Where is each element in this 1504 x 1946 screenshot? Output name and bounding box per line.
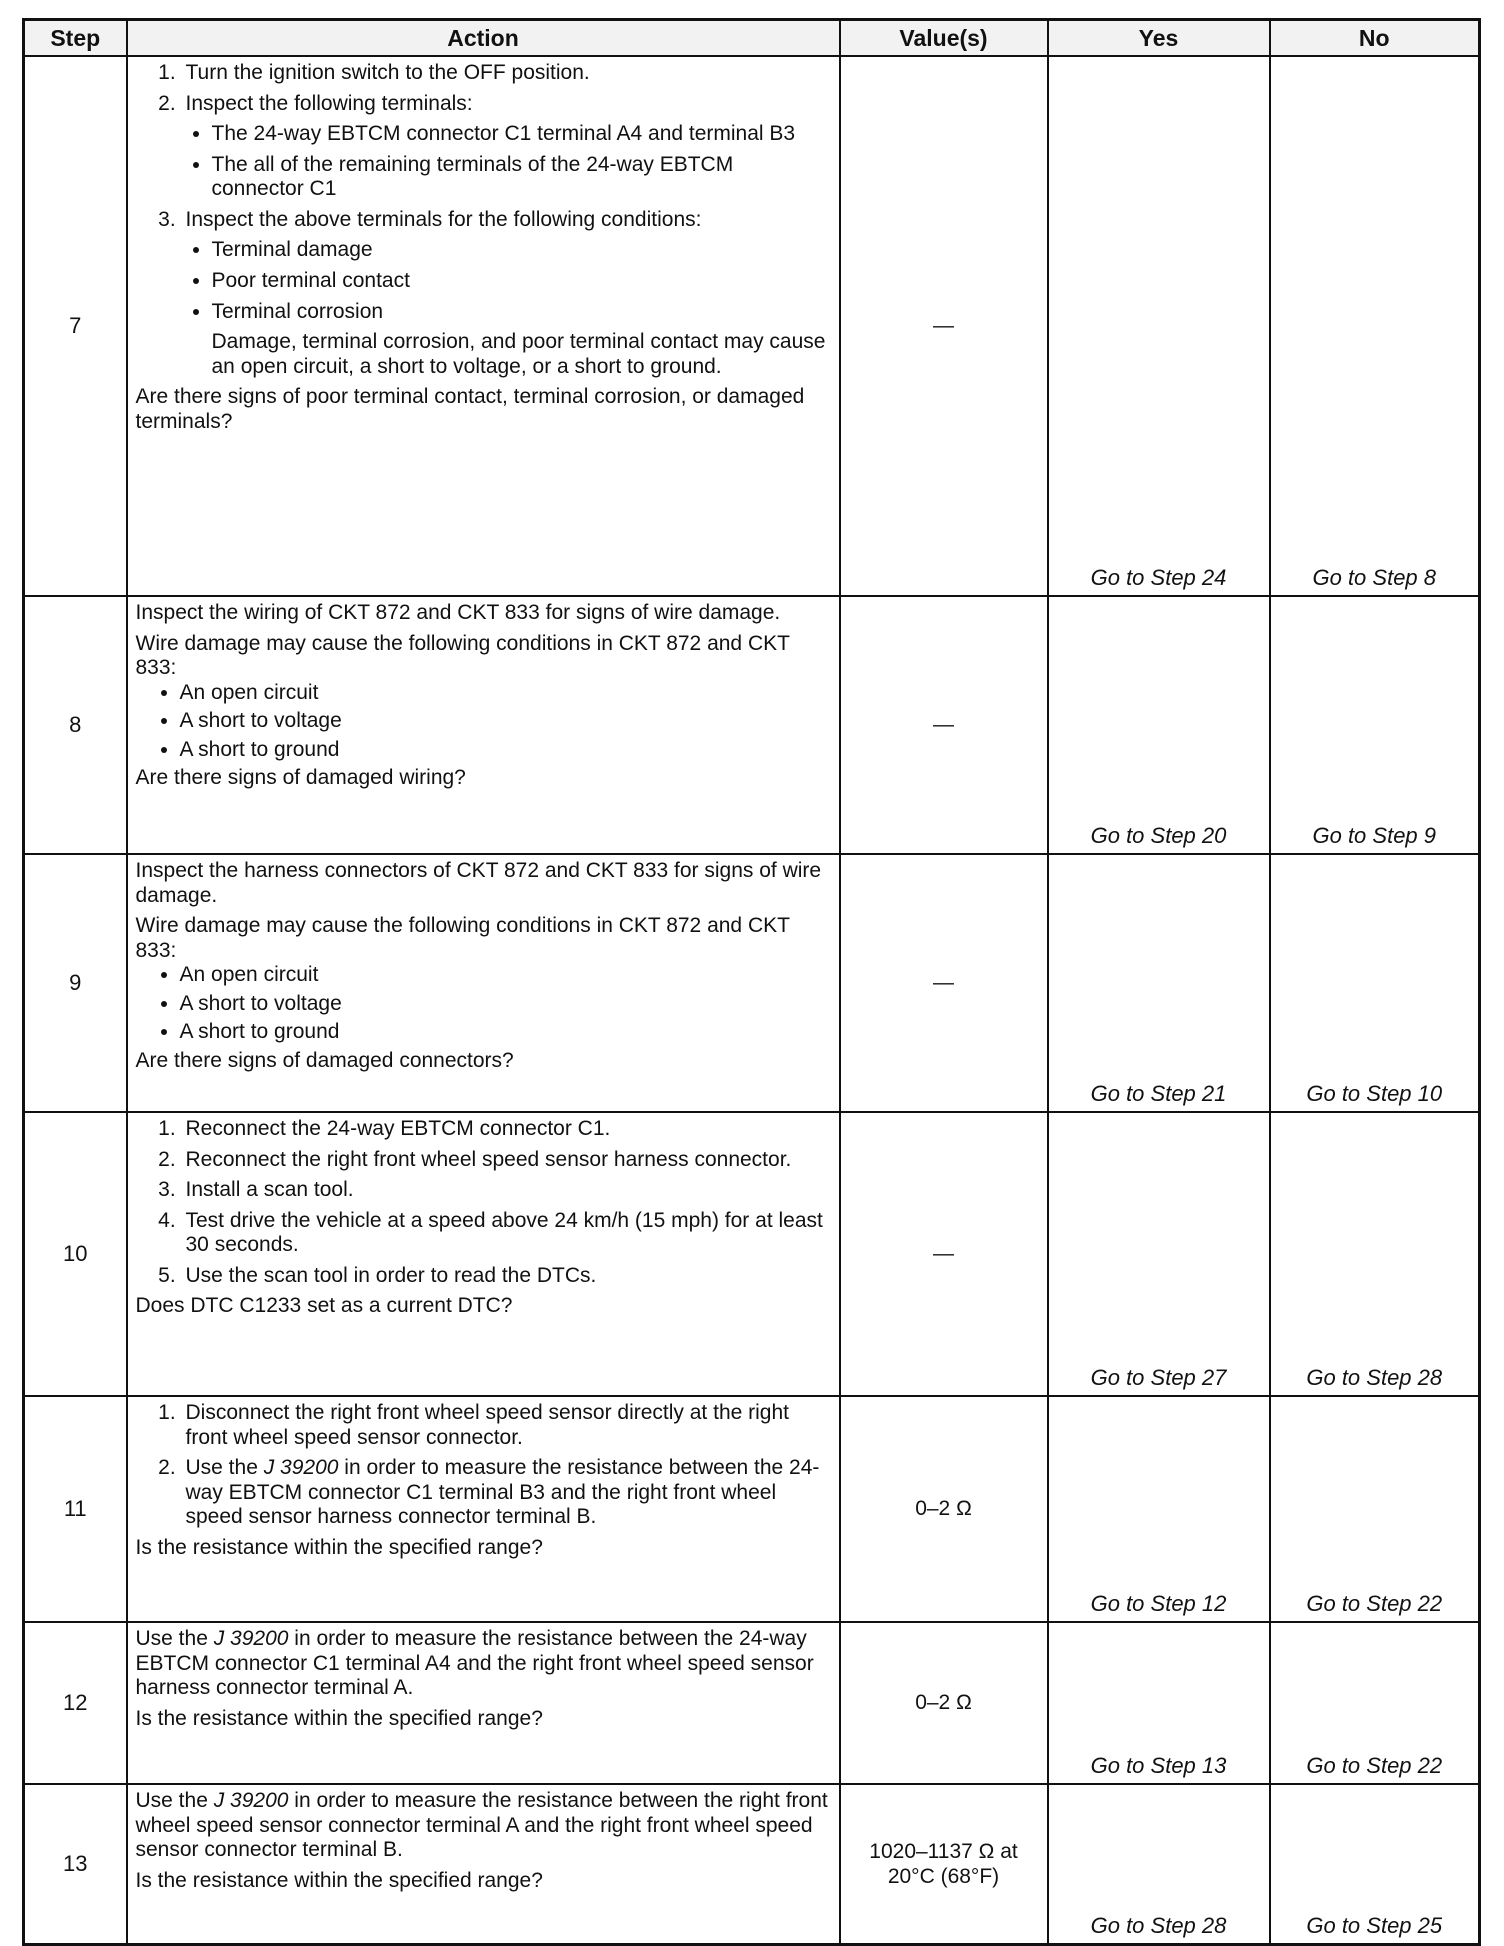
tool-name: J 39200 [213, 1627, 289, 1650]
step-number: 12 [24, 1622, 127, 1784]
action-text: Use the [135, 1789, 214, 1812]
step-number: 9 [24, 854, 127, 1112]
action-item [182, 92, 831, 202]
action-cell [127, 854, 840, 1112]
bullet-item: • The 24-way EBTCM connector C1 terminal A4 and terminal B3 [212, 122, 831, 147]
action-item: 4. Test drive the vehicle at a speed above 24 km/h (15 mph) for at least 30 seconds. [182, 1209, 831, 1258]
yes-link[interactable]: Go to Step 20 [1048, 596, 1270, 854]
bullet-item: • Terminal damage [212, 238, 831, 263]
action-item [182, 208, 831, 379]
action-text: Use the [185, 1456, 264, 1480]
action-cause: Wire damage may cause the following conditions in CKT 872 and CKT 833: [135, 631, 790, 680]
action-intro: Inspect the harness connectors of CKT 872 and CKT 833 for signs of wire damage. [135, 859, 822, 907]
action-cell [127, 596, 840, 854]
step-number: 7 [24, 56, 127, 596]
no-link[interactable]: Go to Step 9 [1270, 596, 1480, 854]
action-item: 1. Reconnect the 24-way EBTCM connector C1. [182, 1117, 831, 1142]
action-text: in order to measure the resistance between the 24-way EBTCM connector C1 terminal A4 and the right front wheel speed sensor harness connector terminal A. [135, 1627, 814, 1700]
header-row [24, 20, 1480, 57]
no-link[interactable]: Go to Step 8 [1270, 56, 1480, 596]
bullet-list [186, 122, 831, 202]
action-cause: Wire damage may cause the following conditions in CKT 872 and CKT 833: [135, 914, 790, 962]
table-row [24, 1784, 1480, 1944]
step-number: 11 [24, 1396, 127, 1622]
bullet-item: • An open circuit [180, 963, 831, 988]
bullet-list [136, 963, 831, 1045]
action-cell [127, 56, 840, 596]
bullet-item: • Poor terminal contact [212, 269, 831, 294]
action-cell [127, 1396, 840, 1622]
step-number: 10 [24, 1112, 127, 1396]
action-item: 3. Install a scan tool. [182, 1178, 831, 1203]
action-question: Is the resistance within the specified range? [135, 1535, 543, 1559]
yes-link[interactable]: Go to Step 24 [1048, 56, 1270, 596]
action-text: in order to measure the resistance between the 24-way EBTCM connector C1 terminal B3 and the right front wheel speed sensor harness connector terminal B. [185, 1456, 820, 1529]
action-question: Are there signs of poor terminal contact, terminal corrosion, or damaged terminals? [135, 385, 805, 433]
value-cell: — [840, 56, 1048, 596]
action-intro: Inspect the wiring of CKT 872 and CKT 833 for signs of wire damage. [135, 601, 781, 624]
action-question: Is the resistance within the specified range? [135, 1706, 543, 1730]
table-row [24, 1112, 1480, 1396]
table-row [24, 596, 1480, 854]
bullet-list [186, 238, 831, 324]
action-item: 1. Turn the ignition switch to the OFF position. [182, 61, 831, 86]
action-cell [127, 1784, 840, 1944]
no-link[interactable]: Go to Step 22 [1270, 1396, 1480, 1622]
step-number: 8 [24, 596, 127, 854]
action-text: Use the [135, 1627, 214, 1650]
action-steps [136, 1401, 831, 1530]
header-action: Action [127, 20, 840, 57]
no-link[interactable]: Go to Step 25 [1270, 1784, 1480, 1944]
header-no: No [1270, 20, 1480, 57]
yes-link[interactable]: Go to Step 13 [1048, 1622, 1270, 1784]
yes-link[interactable]: Go to Step 27 [1048, 1112, 1270, 1396]
action-item: 1. Disconnect the right front wheel speed sensor directly at the right front wheel speed sensor connector. [182, 1401, 831, 1450]
action-question: Are there signs of damaged connectors? [135, 1048, 514, 1072]
action-question: Are there signs of damaged wiring? [135, 766, 466, 790]
value-cell: 0–2 Ω [840, 1396, 1048, 1622]
bullet-item: • The all of the remaining terminals of the 24-way EBTCM connector C1 [212, 153, 831, 202]
value-cell: 0–2 Ω [840, 1622, 1048, 1784]
action-item [182, 1456, 831, 1530]
action-cell [127, 1622, 840, 1784]
bullet-item: • A short to voltage [180, 709, 831, 734]
bullet-list [136, 681, 831, 763]
table-row [24, 56, 1480, 596]
value-cell: — [840, 596, 1048, 854]
value-cell [840, 1784, 1048, 1944]
header-yes: Yes [1048, 20, 1270, 57]
no-link[interactable]: Go to Step 28 [1270, 1112, 1480, 1396]
bullet-item: • A short to ground [180, 1020, 831, 1045]
yes-link[interactable]: Go to Step 21 [1048, 854, 1270, 1112]
table-row [24, 1396, 1480, 1622]
bullet-item: • Terminal corrosion [212, 300, 831, 325]
action-item: 2. Reconnect the right front wheel speed sensor harness connector. [182, 1148, 831, 1173]
action-question: Does DTC C1233 set as a current DTC? [135, 1294, 513, 1318]
bullet-item: • A short to ground [180, 738, 831, 763]
action-question: Is the resistance within the specified range? [135, 1868, 543, 1892]
step-number: 13 [24, 1784, 127, 1944]
yes-link[interactable]: Go to Step 12 [1048, 1396, 1270, 1622]
value-cell: — [840, 1112, 1048, 1396]
bullet-item: • An open circuit [180, 681, 831, 706]
bullet-item: • A short to voltage [180, 992, 831, 1017]
action-text: in order to measure the resistance between the right front wheel speed sensor connector terminal A and the right front wheel speed sensor connector terminal B. [135, 1789, 828, 1862]
header-values: Value(s) [840, 20, 1048, 57]
value-line: 1020–1137 Ω at [869, 1839, 1018, 1863]
yes-link[interactable]: Go to Step 28 [1048, 1784, 1270, 1944]
header-step: Step [24, 20, 127, 57]
action-steps [136, 61, 831, 379]
value-cell: — [840, 854, 1048, 1112]
no-link[interactable]: Go to Step 10 [1270, 854, 1480, 1112]
table-row [24, 854, 1480, 1112]
tool-name: J 39200 [213, 1789, 289, 1812]
table-row [24, 1622, 1480, 1784]
tool-name: J 39200 [263, 1456, 339, 1480]
action-steps [136, 1117, 831, 1288]
value-line: 20°C (68°F) [887, 1864, 1000, 1888]
action-text-block [136, 1627, 831, 1701]
action-item-text: Inspect the following terminals: [185, 91, 473, 115]
action-item: 5. Use the scan tool in order to read the DTCs. [182, 1264, 831, 1289]
action-item-text: Inspect the above terminals for the following conditions: [185, 207, 702, 231]
action-cell [127, 1112, 840, 1396]
no-link[interactable]: Go to Step 22 [1270, 1622, 1480, 1784]
action-text-block [136, 1789, 831, 1863]
action-note: Damage, terminal corrosion, and poor terminal contact may cause an open circuit, a short to voltage, or a short to ground. [211, 330, 826, 378]
diagnostic-table [22, 18, 1481, 1946]
